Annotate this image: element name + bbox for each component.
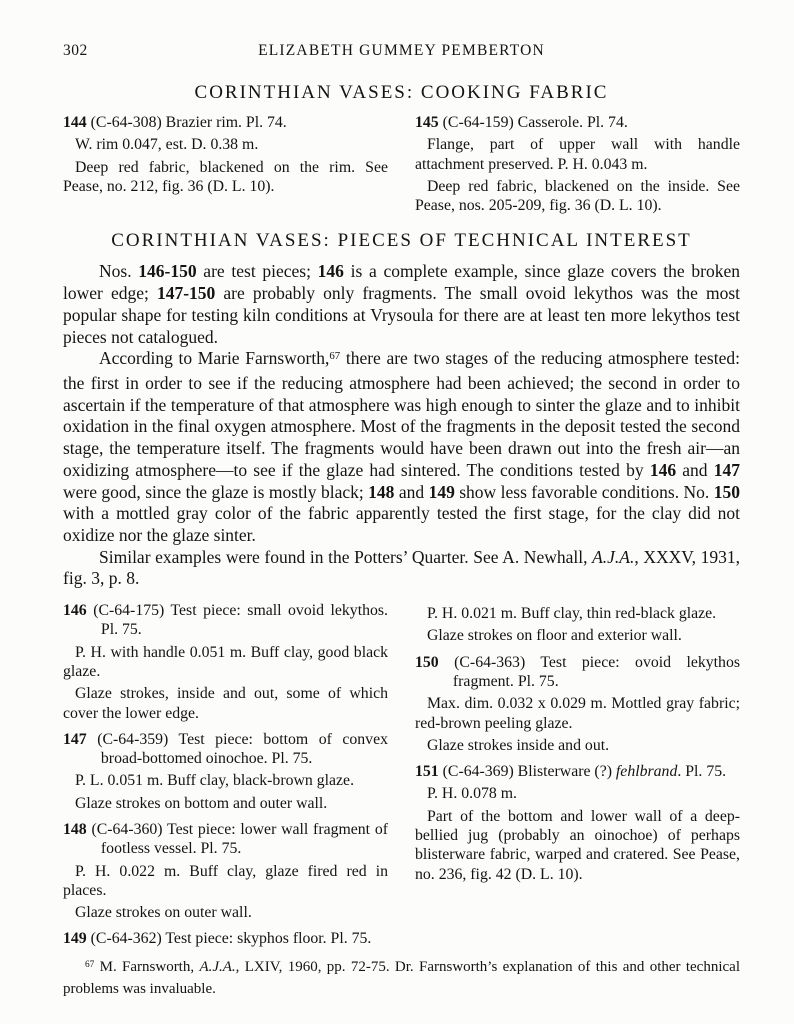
entry-149-heading: 149 (C-64-362) Test piece: skyphos floor. Pl. 75. bbox=[63, 930, 372, 948]
entry-147-heading: 147 (C-64-359) Test piece: bottom of convex broad-bottomed oinochoe. Pl. 75. bbox=[63, 730, 388, 768]
entry-150-paragraph: Glaze strokes inside and out. bbox=[427, 736, 610, 754]
catalog-entry-147 bbox=[63, 730, 388, 813]
section-title-cooking-fabric: CORINTHIAN VASES: COOKING FABRIC bbox=[194, 82, 609, 103]
catalog-entry-146 bbox=[63, 601, 388, 723]
entry-151-paragraph: P. H. 0.078 m. bbox=[427, 785, 517, 803]
body-paragraph-2: According to Marie Farnsworth,$^{67}$ there are two stages of the reducing atmosphere tested: the first in order to see if the reducing atmosphere had been achieved; the second in order to ascertain if the temperature of that atmosphere was high enough to sinter the glaze and to inhibit oxidation in the final oxygen atmosphere. Most of the fragments in the deposit tested the second stage, the temperature itself. The fragments would have been drawn out into the fresh air—an oxidizing atmosphere—to see if the glaze had sintered. The conditions tested by 146 and 147 were good, since the glaze is mostly black; 148 and 149 show less favorable conditions. No. 150 with a mottled gray color of the fabric apparently tested the first stage, for the clay did not oxidize nor the glaze sinter. bbox=[63, 348, 740, 545]
technical-intro-text bbox=[63, 261, 740, 590]
catalog-entry-144 bbox=[63, 113, 388, 196]
cooking-fabric-catalog bbox=[63, 113, 740, 215]
entry-149-paragraph: P. H. 0.021 m. Buff clay, thin red-black glaze. bbox=[427, 605, 717, 623]
entry-148-paragraph: P. H. 0.022 m. Buff clay, glaze fired red in places. bbox=[63, 862, 388, 899]
technical-right-column bbox=[415, 601, 740, 949]
entry-146-paragraph: P. H. with handle 0.051 m. Buff clay, good black glaze. bbox=[63, 643, 388, 680]
catalog-entry-151 bbox=[415, 762, 740, 884]
entry-144-heading: 144 (C-64-308) Brazier rim. Pl. 74. bbox=[63, 114, 287, 131]
entry-145-heading: 145 (C-64-159) Casserole. Pl. 74. bbox=[415, 114, 628, 131]
footnote-text: $^{67}$ M. Farnsworth, A.J.A., LXIV, 1960, pp. 72-75. Dr. Farnsworth’s explanation of this and other technical problems was invaluable. bbox=[63, 958, 740, 998]
body-paragraph-3: Similar examples were found in the Potters’ Quarter. See A. Newhall, A.J.A., XXXV, 1931, fig. 3, p. 8. bbox=[63, 546, 740, 589]
catalog-entry-149-continuation bbox=[415, 604, 740, 646]
running-header bbox=[63, 42, 740, 64]
cooking-fabric-right-column bbox=[415, 113, 740, 215]
entry-145-paragraph: Deep red fabric, blackened on the inside. See Pease, nos. 205-209, fig. 36 (D. L. 10). bbox=[415, 177, 740, 215]
entry-151-paragraph: Part of the bottom and lower wall of a deep-bellied jug (probably an oinochoe) of perhaps blisterware fabric, warped and cratered. See Pease, no. 236, fig. 42 (D. L. 10). bbox=[415, 807, 740, 883]
catalog-entry-149 bbox=[63, 929, 388, 948]
catalog-entry-150 bbox=[415, 653, 740, 755]
section-title-technical-interest: CORINTHIAN VASES: PIECES OF TECHNICAL INTEREST bbox=[111, 230, 692, 252]
entry-151-heading: 151 (C-64-369) Blisterware (?) fehlbrand. Pl. 75. bbox=[415, 763, 727, 781]
entry-150-heading: 150 (C-64-363) Test piece: ovoid lekythos fragment. Pl. 75. bbox=[415, 653, 740, 690]
body-paragraph-1: Nos. 146-150 are test pieces; 146 is a complete example, since glaze covers the broken lower edge; 147-150 are probably only fragments. The small ovoid lekythos was the most popular shape for testing kiln conditions at Vrysoula for there are at least ten more lekythos test pieces not catalogued. bbox=[63, 261, 740, 347]
footnote bbox=[63, 957, 740, 1000]
running-head-title: ELIZABETH GUMMEY PEMBERTON bbox=[258, 42, 545, 59]
entry-147-paragraph: Glaze strokes on bottom and outer wall. bbox=[75, 794, 328, 812]
entry-147-paragraph: P. L. 0.051 m. Buff clay, black-brown glaze. bbox=[75, 772, 355, 790]
catalog-entry-145 bbox=[415, 113, 740, 215]
entry-146-paragraph: Glaze strokes, inside and out, some of which cover the lower edge. bbox=[63, 685, 388, 722]
entry-146-heading: 146 (C-64-175) Test piece: small ovoid lekythos. Pl. 75. bbox=[63, 602, 388, 639]
technical-left-column bbox=[63, 601, 388, 949]
entry-144-paragraph: W. rim 0.047, est. D. 0.38 m. bbox=[75, 136, 259, 154]
cooking-fabric-left-column bbox=[63, 113, 388, 215]
entry-148-paragraph: Glaze strokes on outer wall. bbox=[75, 904, 252, 922]
entry-148-heading: 148 (C-64-360) Test piece: lower wall fragment of footless vessel. Pl. 75. bbox=[63, 821, 388, 858]
entry-150-paragraph: Max. dim. 0.032 x 0.029 m. Mottled gray fabric; red-brown peeling glaze. bbox=[415, 695, 740, 732]
page-number: 302 bbox=[63, 42, 88, 59]
technical-catalog bbox=[63, 601, 740, 949]
catalog-entry-148 bbox=[63, 820, 388, 922]
entry-149-paragraph: Glaze strokes on floor and exterior wall. bbox=[427, 627, 682, 645]
entry-144-paragraph: Deep red fabric, blackened on the rim. See Pease, no. 212, fig. 36 (D. L. 10). bbox=[63, 158, 388, 195]
entry-145-paragraph: Flange, part of upper wall with handle attachment preserved. P. H. 0.043 m. bbox=[415, 136, 740, 173]
